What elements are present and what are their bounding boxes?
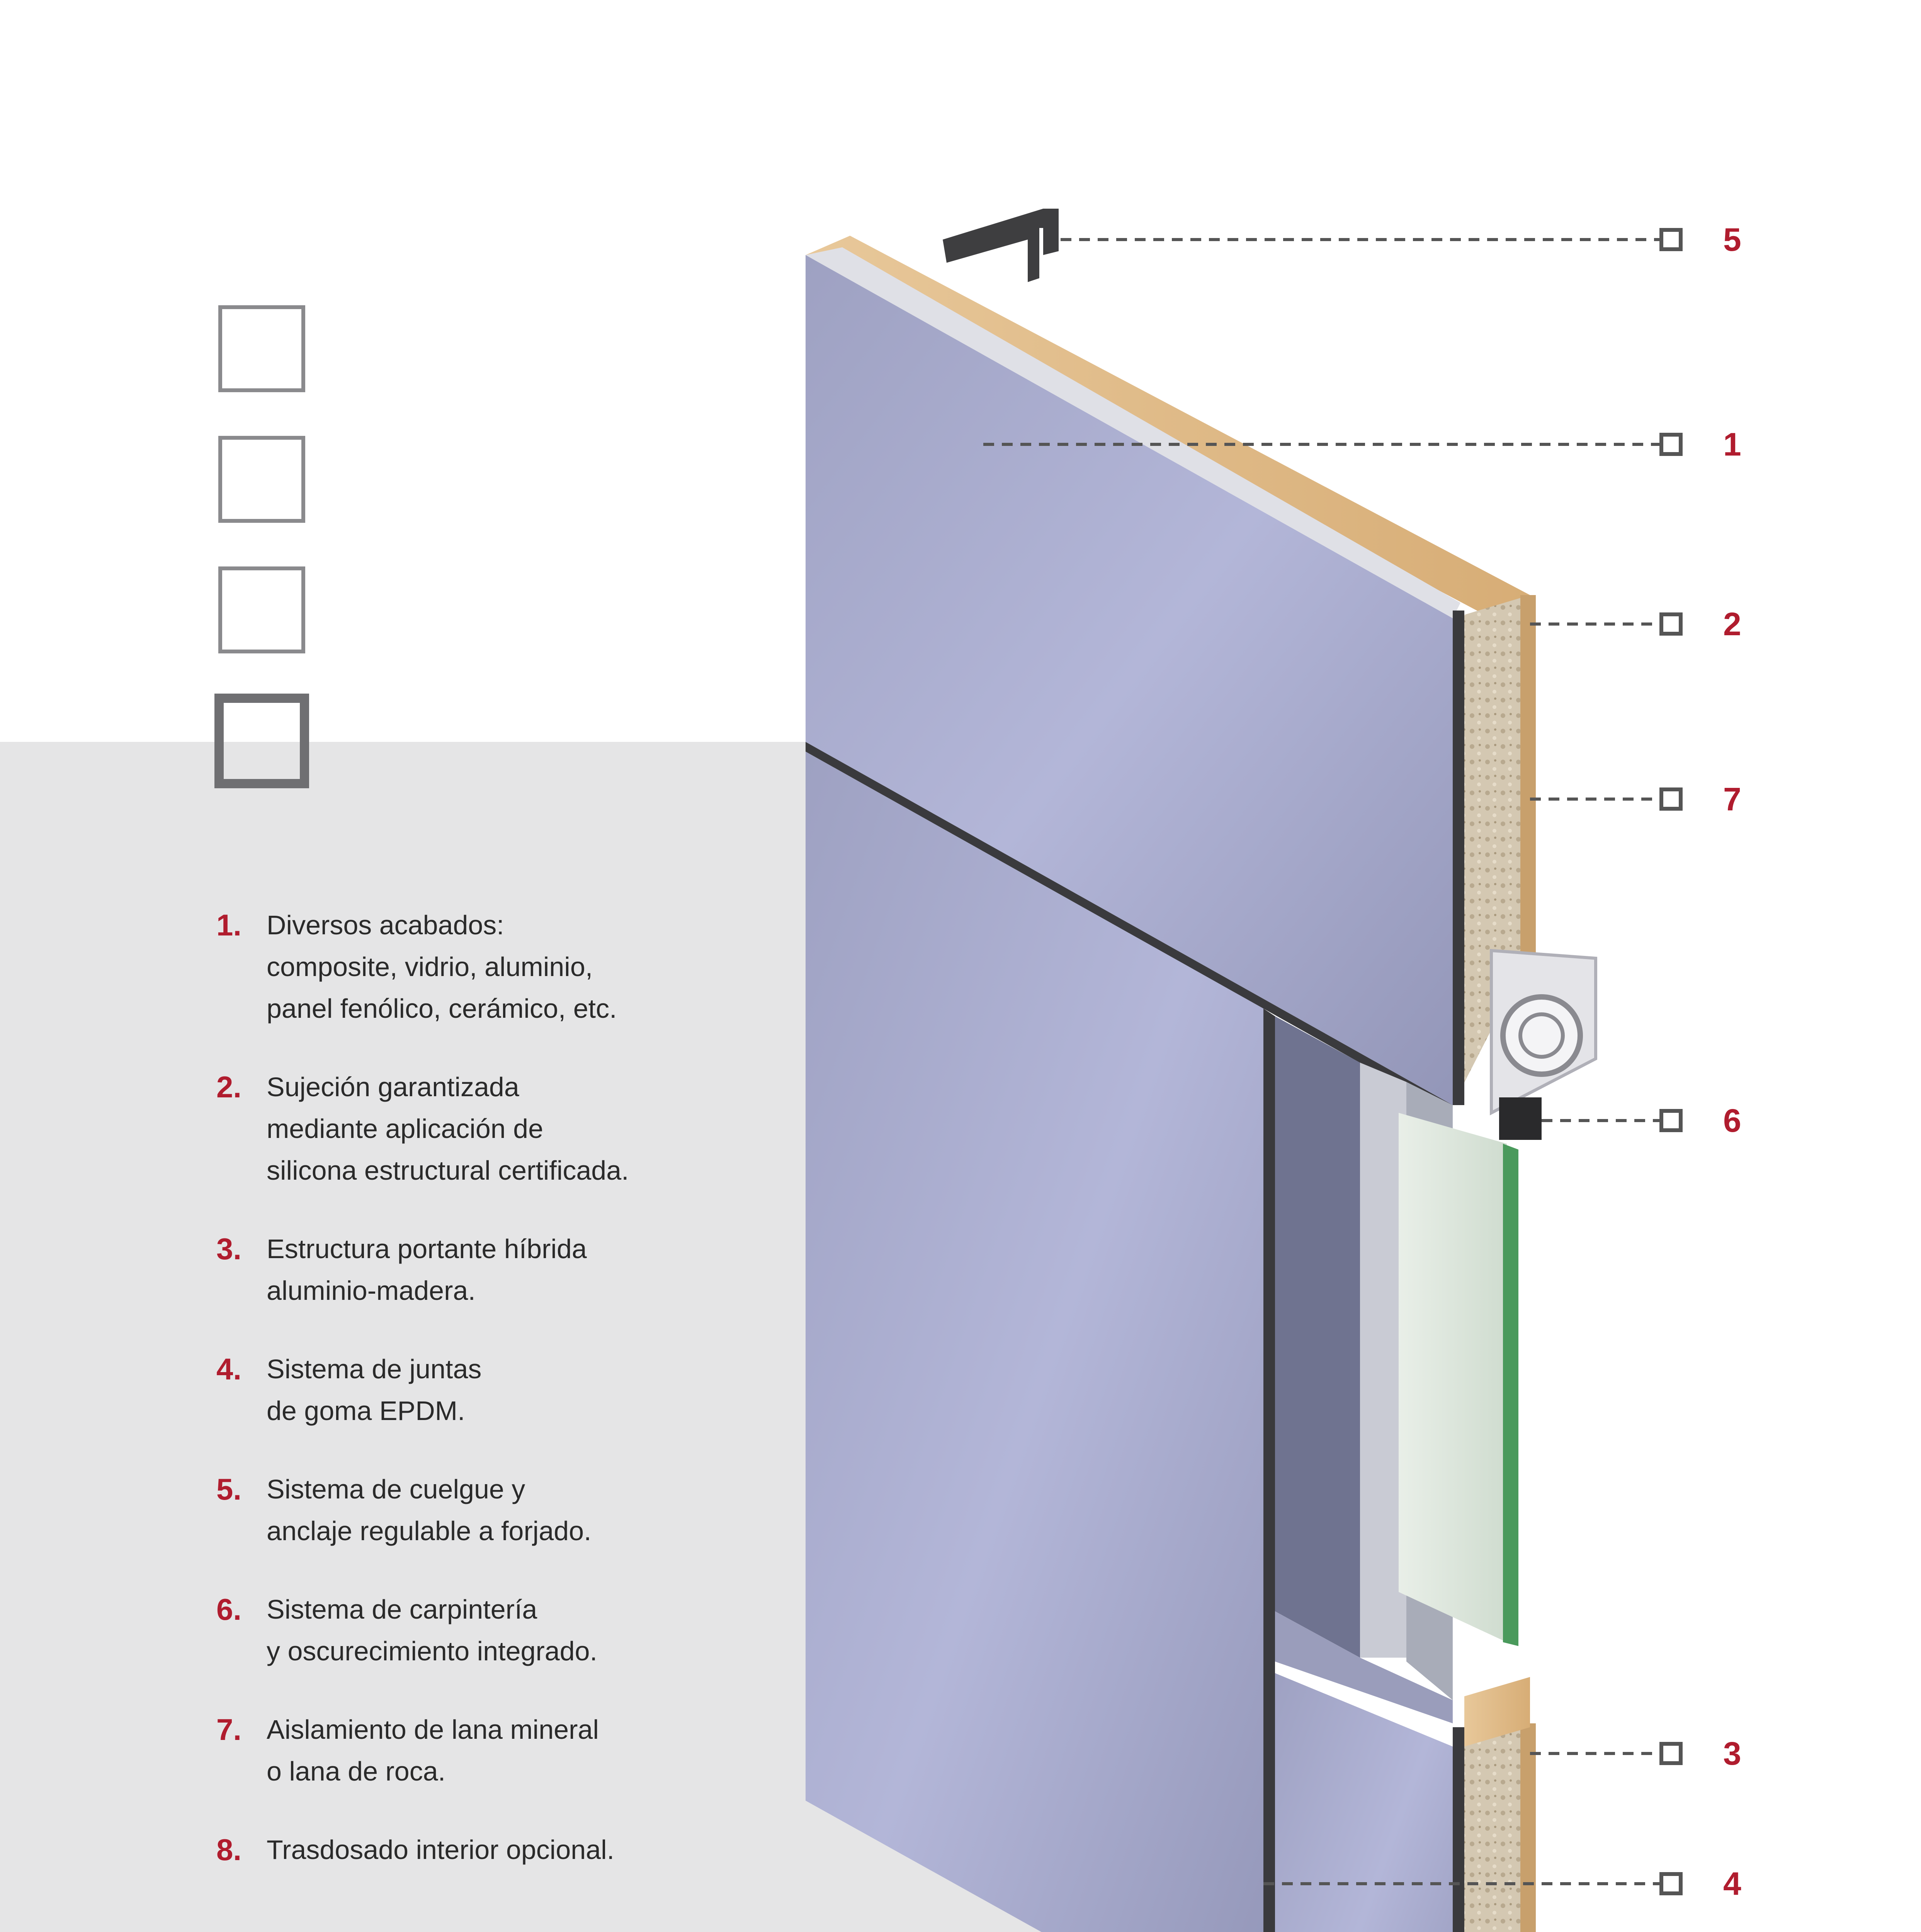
callout-marker-5	[1661, 230, 1681, 249]
feature-text: Diversos acabados: composite, vidrio, aluminio, panel fenólico, cerámico, etc.	[267, 910, 617, 1024]
feature-text: Estructura portante híbrida aluminio-madera.	[267, 1234, 587, 1306]
feature-text: Sistema de carpintería y oscurecimiento integrado.	[267, 1594, 597, 1666]
feature-number: 6.	[216, 1592, 242, 1626]
feature-number: 1.	[216, 908, 242, 942]
feature-text: Aislamiento de lana mineral o lana de roca.	[267, 1714, 599, 1786]
callout-marker-6	[1661, 1111, 1681, 1130]
callout-marker-3	[1661, 1744, 1681, 1763]
feature-text: Sistema de cuelgue y anclaje regulable a forjado.	[267, 1474, 592, 1546]
callout-label-6: 6	[1723, 1102, 1741, 1139]
callout-label-7: 7	[1723, 781, 1741, 817]
feature-text: Sujeción garantizada mediante aplicación de silicona estructural certificada.	[267, 1072, 629, 1185]
window-glass	[1399, 1113, 1507, 1642]
feature-number: 5.	[216, 1472, 242, 1506]
feature-number: 3.	[216, 1232, 242, 1266]
feature-number: 4.	[216, 1352, 242, 1386]
hanging-bracket	[943, 209, 1059, 282]
callout-label-3: 3	[1723, 1735, 1741, 1772]
callout-label-1: 1	[1723, 426, 1741, 463]
feature-number: 8.	[216, 1833, 242, 1867]
callout-label-5: 5	[1723, 221, 1741, 258]
callout-marker-4	[1661, 1874, 1681, 1893]
feature-text: Sistema de juntas de goma EPDM.	[267, 1354, 482, 1426]
callout-marker-2	[1661, 614, 1681, 634]
callout-marker-1	[1661, 435, 1681, 454]
callout-label-4: 4	[1723, 1866, 1741, 1902]
callout-label-2: 2	[1723, 606, 1741, 642]
feature-text: Trasdosado interior opcional.	[267, 1835, 615, 1865]
feature-number: 7.	[216, 1713, 242, 1747]
window-reveal	[1275, 1016, 1360, 1658]
feature-number: 2.	[216, 1070, 242, 1104]
callout-marker-7	[1661, 789, 1681, 809]
